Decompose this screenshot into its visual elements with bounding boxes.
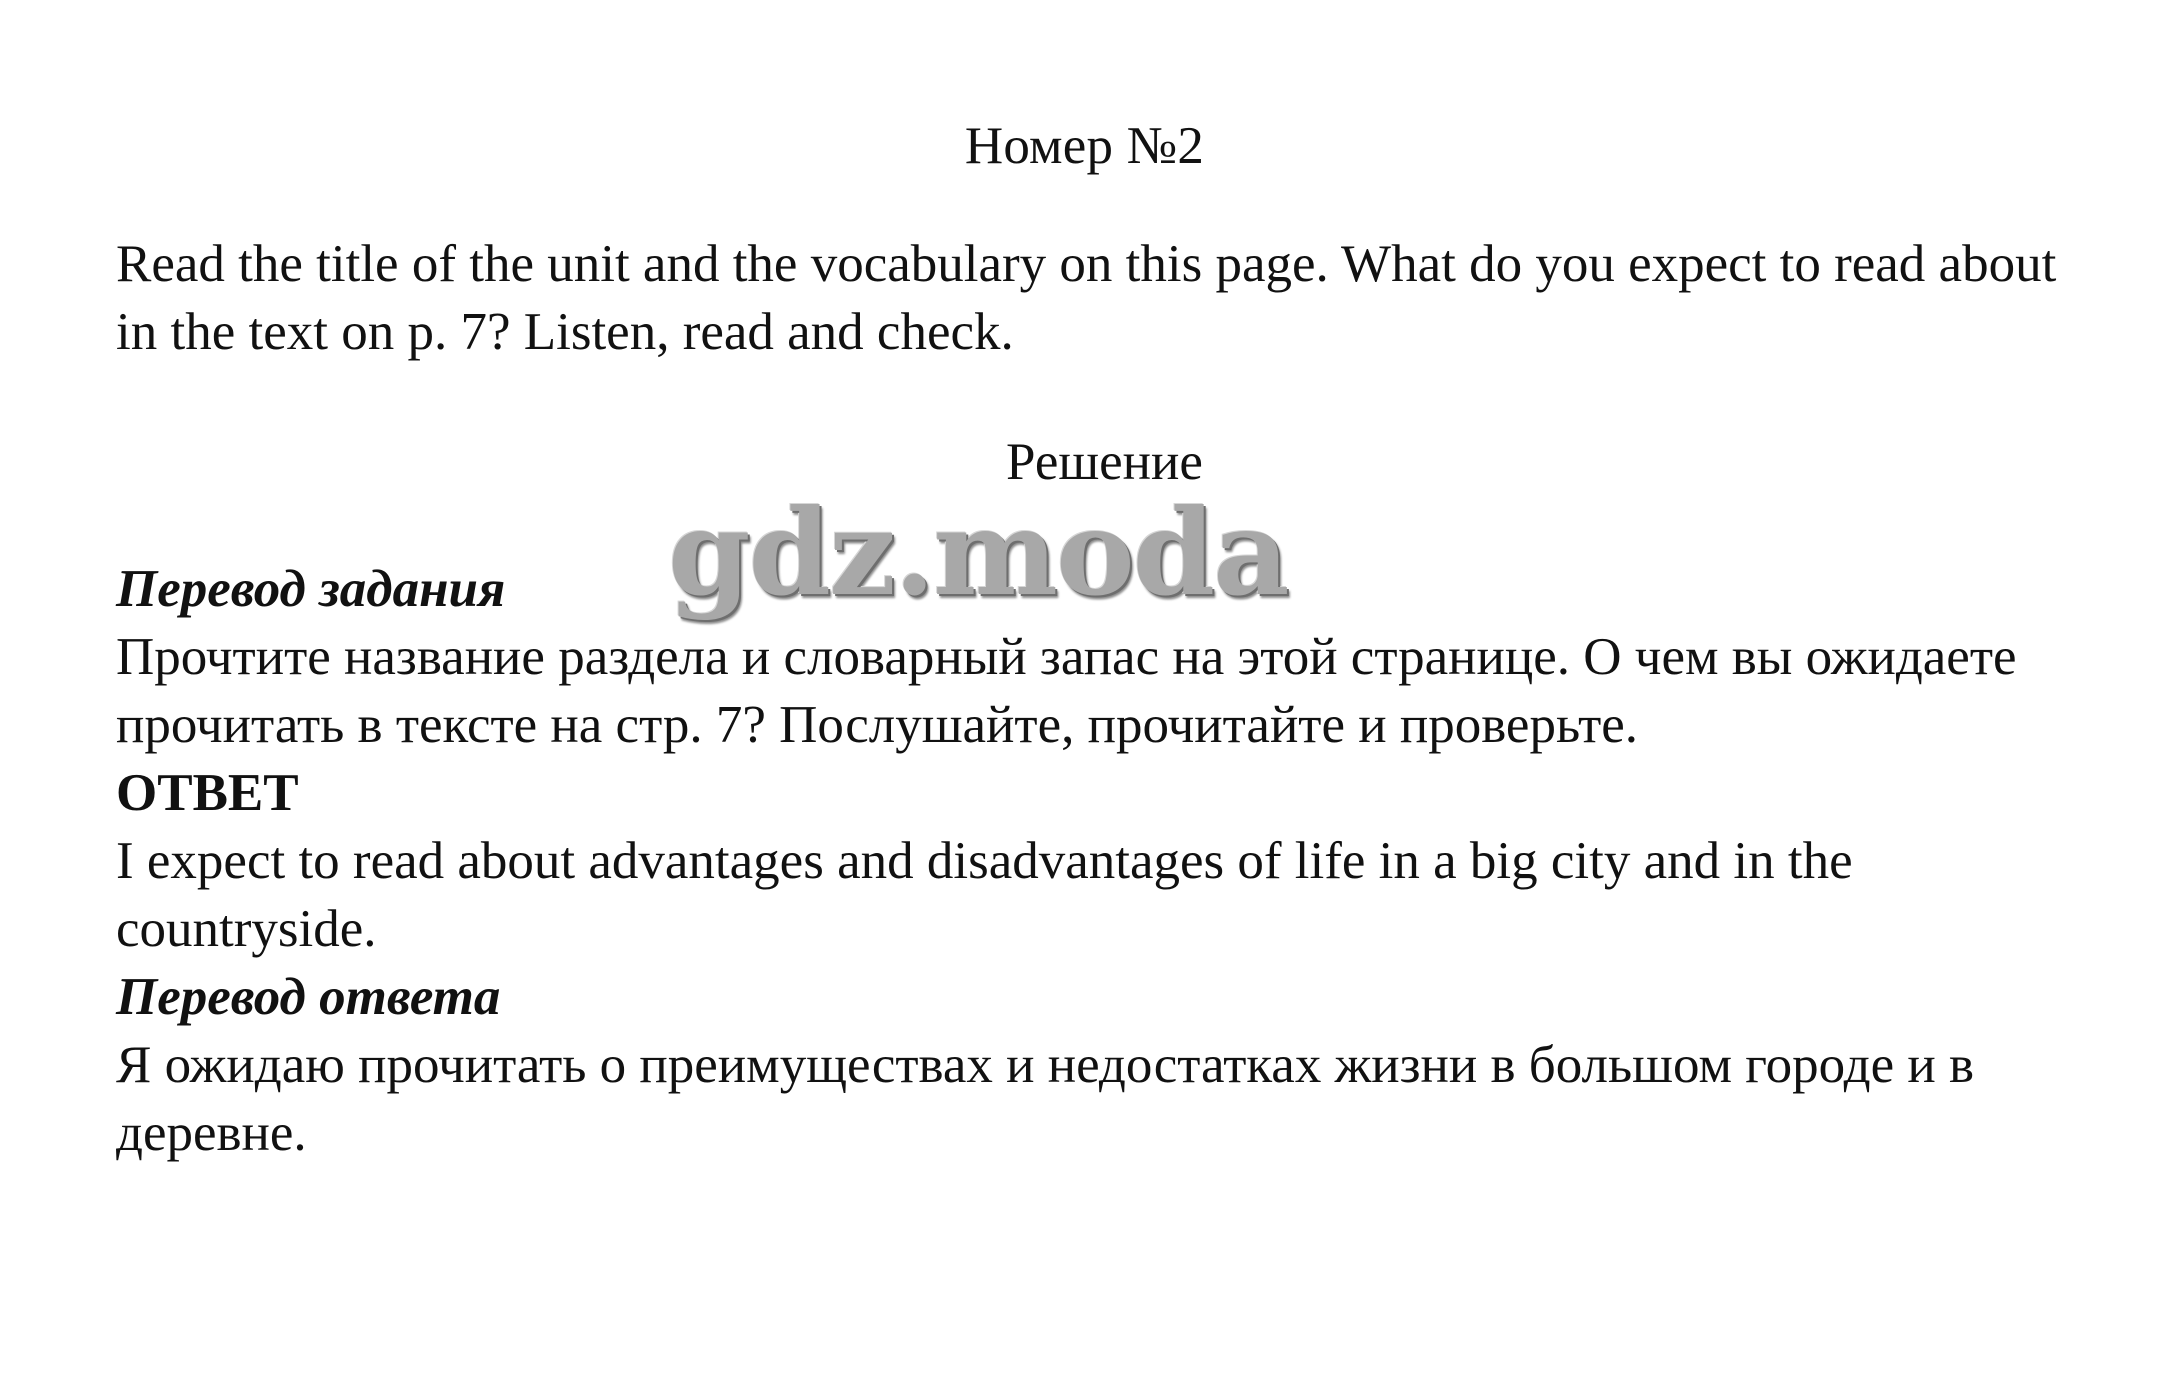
task-translation-heading: Перевод задания bbox=[116, 560, 506, 618]
answer-text: I expect to read about advantages and disadvantages of life in a big city and in the countryside. bbox=[116, 832, 1853, 958]
answer-translation-heading: Перевод ответа bbox=[116, 968, 501, 1026]
page-title: Номер №2 bbox=[964, 117, 1205, 175]
solution-body bbox=[116, 555, 2076, 1167]
task-text: Read the title of the unit and the vocabulary on this page. What do you expect to read about in the text on p. 7? Listen, read and check. bbox=[116, 235, 2057, 361]
solution-heading: Решение bbox=[1006, 433, 1203, 491]
watermark-logo: gdz.moda bbox=[668, 483, 1288, 622]
answer-heading: ОТВЕТ bbox=[116, 764, 299, 822]
answer-translation-text: Я ожидаю прочитать о преимуществах и недостатках жизни в большом городе и в деревне. bbox=[116, 1036, 1975, 1162]
task-translation-text: Прочтите название раздела и словарный запас на этой странице. О чем вы ожидаете прочитать в тексте на стр. 7? Послушайте, прочитайте и проверьте. bbox=[116, 628, 2017, 754]
